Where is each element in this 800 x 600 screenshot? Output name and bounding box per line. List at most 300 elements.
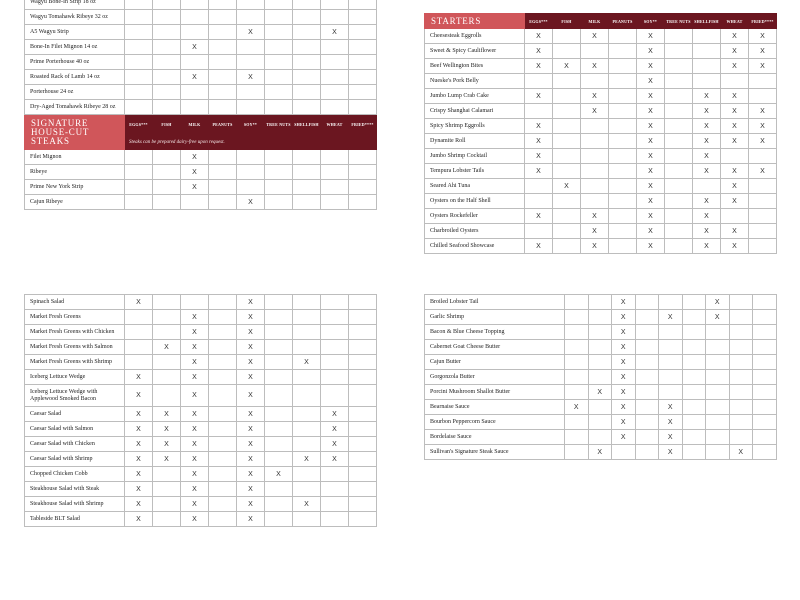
allergen-mark xyxy=(209,437,237,452)
allergen-mark xyxy=(665,179,693,194)
table-row xyxy=(25,180,377,195)
allergen-mark xyxy=(749,194,777,209)
item-name: Cheesesteak Eggrolls xyxy=(425,29,525,44)
allergen-mark xyxy=(125,340,153,355)
allergen-mark xyxy=(125,165,153,180)
allergen-mark: X xyxy=(693,239,721,254)
allergen-mark xyxy=(321,180,349,195)
allergen-mark xyxy=(321,467,349,482)
allergen-mark xyxy=(125,85,153,100)
allergen-mark xyxy=(659,385,683,400)
allergen-mark: X xyxy=(581,104,609,119)
allergen-mark xyxy=(693,44,721,59)
allergen-mark xyxy=(153,100,181,115)
allergen-mark xyxy=(729,385,753,400)
allergen-mark xyxy=(349,467,377,482)
allergen-mark xyxy=(753,310,777,325)
item-name: Broiled Lobster Tail xyxy=(425,295,565,310)
allergen-mark xyxy=(321,165,349,180)
allergen-mark: X xyxy=(721,44,749,59)
salads-allergen-table xyxy=(24,294,377,527)
item-name: Tableside BLT Salad xyxy=(25,512,125,527)
allergen-mark xyxy=(753,400,777,415)
allergen-mark: X xyxy=(612,295,636,310)
table-row xyxy=(25,355,377,370)
allergen-mark: X xyxy=(721,179,749,194)
allergen-mark xyxy=(321,355,349,370)
allergen-header: FISH xyxy=(153,115,181,135)
item-name: Oysters Rockefeller xyxy=(425,209,525,224)
item-name: Market Fresh Greens with Shrimp xyxy=(25,355,125,370)
allergen-mark: X xyxy=(525,134,553,149)
allergen-mark xyxy=(635,355,659,370)
allergen-mark xyxy=(321,85,349,100)
table-row xyxy=(425,104,777,119)
allergen-mark: X xyxy=(749,44,777,59)
allergen-mark xyxy=(609,119,637,134)
allergen-mark xyxy=(349,325,377,340)
allergen-mark xyxy=(209,385,237,407)
allergen-mark: X xyxy=(321,452,349,467)
allergen-mark xyxy=(665,59,693,74)
item-name: Tempura Lobster Tails xyxy=(425,164,525,179)
allergen-mark: X xyxy=(693,209,721,224)
allergen-mark: X xyxy=(525,89,553,104)
allergen-mark xyxy=(349,180,377,195)
allergen-mark: X xyxy=(693,134,721,149)
table-row xyxy=(425,445,777,460)
allergen-mark xyxy=(265,355,293,370)
allergen-mark xyxy=(209,325,237,340)
allergen-mark: X xyxy=(525,59,553,74)
allergen-mark: X xyxy=(637,89,665,104)
allergen-mark: X xyxy=(693,224,721,239)
allergen-mark xyxy=(665,89,693,104)
item-name: Jumbo Shrimp Cocktail xyxy=(425,149,525,164)
allergen-mark: X xyxy=(659,430,683,445)
item-name: Sullivan's Signature Steak Sauce xyxy=(425,445,565,460)
allergen-mark: X xyxy=(659,400,683,415)
item-name: Bourbon Peppercorn Sauce xyxy=(425,415,565,430)
table-row xyxy=(25,0,377,10)
item-name: Oysters on the Half Shell xyxy=(425,194,525,209)
table-row xyxy=(425,295,777,310)
allergen-mark xyxy=(553,194,581,209)
allergen-mark xyxy=(553,29,581,44)
allergen-mark: X xyxy=(637,104,665,119)
item-name: Caesar Salad with Salmon xyxy=(25,422,125,437)
allergen-mark: X xyxy=(237,70,265,85)
allergen-mark: X xyxy=(125,370,153,385)
allergen-mark xyxy=(753,445,777,460)
allergen-mark xyxy=(565,385,589,400)
allergen-mark: X xyxy=(637,224,665,239)
allergen-mark xyxy=(749,74,777,89)
allergen-mark: X xyxy=(321,407,349,422)
allergen-mark xyxy=(609,134,637,149)
allergen-mark xyxy=(265,40,293,55)
allergen-mark xyxy=(753,295,777,310)
allergen-mark xyxy=(321,150,349,165)
allergen-mark xyxy=(237,0,265,10)
allergen-mark xyxy=(693,29,721,44)
table-row xyxy=(425,224,777,239)
allergen-mark xyxy=(581,134,609,149)
allergen-mark xyxy=(635,445,659,460)
allergen-mark xyxy=(349,422,377,437)
allergen-mark xyxy=(181,25,209,40)
table-row xyxy=(425,430,777,445)
allergen-mark xyxy=(635,385,659,400)
allergen-mark xyxy=(293,25,321,40)
allergen-mark: X xyxy=(588,385,612,400)
allergen-mark: X xyxy=(721,134,749,149)
allergen-mark xyxy=(682,310,706,325)
allergen-mark: X xyxy=(612,340,636,355)
allergen-mark xyxy=(349,165,377,180)
allergen-mark xyxy=(293,100,321,115)
allergen-mark: X xyxy=(237,370,265,385)
allergen-mark xyxy=(153,10,181,25)
item-name: Chopped Chicken Cobb xyxy=(25,467,125,482)
allergen-mark: X xyxy=(265,467,293,482)
allergen-mark xyxy=(265,10,293,25)
allergen-mark xyxy=(665,224,693,239)
allergen-mark: X xyxy=(721,119,749,134)
salads-body xyxy=(25,295,377,527)
table-row xyxy=(25,10,377,25)
allergen-mark xyxy=(153,0,181,10)
allergen-mark xyxy=(693,74,721,89)
allergen-mark xyxy=(581,194,609,209)
allergen-mark: X xyxy=(721,59,749,74)
allergen-mark xyxy=(125,355,153,370)
allergen-mark xyxy=(665,44,693,59)
allergen-mark: X xyxy=(125,467,153,482)
allergen-mark xyxy=(749,209,777,224)
allergen-mark xyxy=(293,512,321,527)
allergen-mark: X xyxy=(321,437,349,452)
allergen-mark xyxy=(665,134,693,149)
allergen-mark: X xyxy=(749,119,777,134)
allergen-mark xyxy=(665,29,693,44)
allergen-header: EGGS*** xyxy=(525,14,553,29)
allergen-mark: X xyxy=(721,29,749,44)
allergen-mark: X xyxy=(237,385,265,407)
allergen-mark xyxy=(293,150,321,165)
item-name: Sweet & Spicy Cauliflower xyxy=(425,44,525,59)
allergen-mark xyxy=(682,340,706,355)
allergen-mark xyxy=(612,445,636,460)
allergen-mark xyxy=(609,239,637,254)
item-name: Porterhouse 24 oz xyxy=(25,85,125,100)
allergen-header: SHELLFISH xyxy=(693,14,721,29)
table-row xyxy=(425,179,777,194)
allergen-mark: X xyxy=(612,400,636,415)
allergen-mark xyxy=(209,40,237,55)
allergen-mark: X xyxy=(181,325,209,340)
allergen-mark xyxy=(181,0,209,10)
allergen-mark: X xyxy=(659,310,683,325)
allergen-mark xyxy=(665,194,693,209)
allergen-mark xyxy=(635,415,659,430)
allergen-mark xyxy=(753,415,777,430)
allergen-header: FISH xyxy=(553,14,581,29)
allergen-mark xyxy=(349,340,377,355)
allergen-mark xyxy=(293,437,321,452)
allergen-mark: X xyxy=(612,430,636,445)
item-name: Dry-Aged Tomahawk Ribeye 28 oz xyxy=(25,100,125,115)
allergen-mark: X xyxy=(181,437,209,452)
allergen-mark: X xyxy=(125,422,153,437)
item-name: Nueske's Pork Belly xyxy=(425,74,525,89)
allergen-mark: X xyxy=(659,415,683,430)
allergen-mark xyxy=(349,370,377,385)
allergen-mark: X xyxy=(181,70,209,85)
table-row xyxy=(25,100,377,115)
allergen-mark: X xyxy=(721,89,749,104)
allergen-mark xyxy=(265,195,293,210)
allergen-mark xyxy=(553,164,581,179)
item-name: Wagyu Bone-In Strip 18 oz xyxy=(25,0,125,10)
allergen-mark xyxy=(209,407,237,422)
table-row xyxy=(25,150,377,165)
table-row xyxy=(425,310,777,325)
item-name: Iceberg Lettuce Wedge xyxy=(25,370,125,385)
allergen-mark xyxy=(265,452,293,467)
allergen-mark xyxy=(321,195,349,210)
allergen-mark: X xyxy=(153,422,181,437)
starters-allergen-table xyxy=(424,13,777,254)
allergen-mark xyxy=(265,25,293,40)
item-name: Market Fresh Greens with Chicken xyxy=(25,325,125,340)
allergen-mark xyxy=(209,10,237,25)
item-name: Steakhouse Salad with Steak xyxy=(25,482,125,497)
allergen-mark xyxy=(153,497,181,512)
allergen-mark: X xyxy=(125,295,153,310)
table-row xyxy=(25,55,377,70)
allergen-mark xyxy=(209,340,237,355)
allergen-header: PEANUTS xyxy=(209,115,237,135)
allergen-mark: X xyxy=(721,194,749,209)
table-row xyxy=(25,325,377,340)
allergen-mark xyxy=(753,370,777,385)
allergen-mark: X xyxy=(181,370,209,385)
item-name: Charbroiled Oysters xyxy=(425,224,525,239)
allergen-mark xyxy=(125,40,153,55)
allergen-header: FRIED**** xyxy=(749,14,777,29)
item-name: Cabernet Goat Cheese Butter xyxy=(425,340,565,355)
table-row xyxy=(25,467,377,482)
item-name: Cajun Butter xyxy=(425,355,565,370)
table-row xyxy=(425,134,777,149)
allergen-mark: X xyxy=(637,239,665,254)
allergen-mark xyxy=(659,355,683,370)
allergen-mark: X xyxy=(293,497,321,512)
allergen-mark xyxy=(349,25,377,40)
allergen-mark xyxy=(237,165,265,180)
allergen-mark xyxy=(609,59,637,74)
allergen-mark xyxy=(706,325,730,340)
allergen-mark xyxy=(321,100,349,115)
allergen-header: MILK xyxy=(181,115,209,135)
allergen-mark: X xyxy=(581,239,609,254)
allergen-mark: X xyxy=(237,310,265,325)
allergen-mark xyxy=(609,179,637,194)
allergen-mark xyxy=(729,340,753,355)
allergen-mark: X xyxy=(721,164,749,179)
allergen-mark xyxy=(265,100,293,115)
allergen-mark xyxy=(753,385,777,400)
allergen-mark xyxy=(237,10,265,25)
allergen-mark: X xyxy=(749,104,777,119)
allergen-mark xyxy=(565,415,589,430)
allergen-mark xyxy=(125,150,153,165)
item-name: Caesar Salad with Chicken xyxy=(25,437,125,452)
table-row xyxy=(425,209,777,224)
allergen-mark: X xyxy=(181,180,209,195)
item-name: Porcini Mushroom Shallot Butter xyxy=(425,385,565,400)
allergen-mark xyxy=(209,497,237,512)
allergen-mark xyxy=(753,430,777,445)
allergen-mark xyxy=(588,415,612,430)
item-name: Bacon & Blue Cheese Topping xyxy=(425,325,565,340)
allergen-mark: X xyxy=(729,445,753,460)
allergen-mark: X xyxy=(181,40,209,55)
allergen-mark: X xyxy=(237,295,265,310)
allergen-mark xyxy=(125,55,153,70)
allergen-mark xyxy=(321,340,349,355)
allergen-mark xyxy=(293,482,321,497)
allergen-header: MILK xyxy=(581,14,609,29)
allergen-mark xyxy=(721,209,749,224)
allergen-mark xyxy=(349,40,377,55)
allergen-mark xyxy=(265,482,293,497)
allergen-mark: X xyxy=(525,164,553,179)
allergen-mark: X xyxy=(588,445,612,460)
allergen-mark xyxy=(749,239,777,254)
item-name: Beef Wellington Bites xyxy=(425,59,525,74)
allergen-mark xyxy=(293,40,321,55)
table-row xyxy=(25,40,377,55)
table-row xyxy=(25,165,377,180)
allergen-mark xyxy=(125,10,153,25)
allergen-mark xyxy=(237,40,265,55)
allergen-mark xyxy=(635,370,659,385)
allergen-mark xyxy=(659,295,683,310)
allergen-mark: X xyxy=(321,25,349,40)
sauces-body xyxy=(425,295,777,460)
allergen-mark xyxy=(349,355,377,370)
allergen-mark xyxy=(706,430,730,445)
allergen-mark xyxy=(553,119,581,134)
allergen-mark: X xyxy=(721,224,749,239)
allergen-mark xyxy=(659,370,683,385)
allergen-mark xyxy=(209,295,237,310)
table-row xyxy=(425,400,777,415)
allergen-mark: X xyxy=(181,407,209,422)
allergen-mark xyxy=(293,340,321,355)
table-row xyxy=(25,25,377,40)
allergen-mark: X xyxy=(612,325,636,340)
allergen-mark xyxy=(125,70,153,85)
allergen-mark xyxy=(729,430,753,445)
allergen-mark xyxy=(293,10,321,25)
allergen-mark: X xyxy=(749,134,777,149)
allergen-mark xyxy=(265,295,293,310)
allergen-mark xyxy=(349,407,377,422)
allergen-mark xyxy=(237,100,265,115)
allergen-mark xyxy=(349,385,377,407)
house-cut-body xyxy=(25,150,377,210)
allergen-mark: X xyxy=(237,452,265,467)
allergen-mark: X xyxy=(293,355,321,370)
starters-body xyxy=(425,29,777,254)
allergen-mark xyxy=(153,55,181,70)
allergen-mark: X xyxy=(659,445,683,460)
table-row xyxy=(425,59,777,74)
allergen-mark xyxy=(349,482,377,497)
allergen-mark xyxy=(588,370,612,385)
allergen-mark xyxy=(321,70,349,85)
allergen-mark xyxy=(265,70,293,85)
allergen-mark xyxy=(181,195,209,210)
allergen-mark: X xyxy=(721,104,749,119)
item-name: Steakhouse Salad with Shrimp xyxy=(25,497,125,512)
allergen-mark xyxy=(588,295,612,310)
allergen-mark: X xyxy=(553,179,581,194)
table-row xyxy=(25,70,377,85)
allergen-mark xyxy=(321,385,349,407)
allergen-mark: X xyxy=(637,119,665,134)
allergen-mark xyxy=(609,194,637,209)
item-name: Bone-In Filet Mignon 14 oz xyxy=(25,40,125,55)
allergen-mark xyxy=(581,164,609,179)
allergen-mark: X xyxy=(181,355,209,370)
allergen-mark xyxy=(153,385,181,407)
allergen-mark xyxy=(706,370,730,385)
allergen-mark xyxy=(581,74,609,89)
allergen-mark xyxy=(265,180,293,195)
allergen-mark xyxy=(729,295,753,310)
allergen-mark xyxy=(153,295,181,310)
allergen-mark xyxy=(609,209,637,224)
allergen-mark xyxy=(349,55,377,70)
allergen-mark: X xyxy=(581,209,609,224)
allergen-mark xyxy=(553,134,581,149)
allergen-mark xyxy=(525,224,553,239)
allergen-header: TREE NUTS xyxy=(665,14,693,29)
allergen-mark: X xyxy=(125,482,153,497)
allergen-mark xyxy=(209,370,237,385)
table-row xyxy=(425,239,777,254)
sauces-allergen-table xyxy=(424,294,777,460)
allergen-mark: X xyxy=(565,400,589,415)
allergen-mark xyxy=(581,44,609,59)
steaks-allergen-table xyxy=(24,0,377,210)
allergen-mark xyxy=(665,209,693,224)
allergen-mark: X xyxy=(525,209,553,224)
allergen-mark xyxy=(349,10,377,25)
allergen-mark xyxy=(635,400,659,415)
allergen-mark: X xyxy=(525,44,553,59)
allergen-mark xyxy=(321,512,349,527)
allergen-mark xyxy=(153,85,181,100)
allergen-mark: X xyxy=(637,194,665,209)
allergen-mark xyxy=(265,340,293,355)
allergen-mark xyxy=(553,224,581,239)
allergen-mark xyxy=(293,422,321,437)
